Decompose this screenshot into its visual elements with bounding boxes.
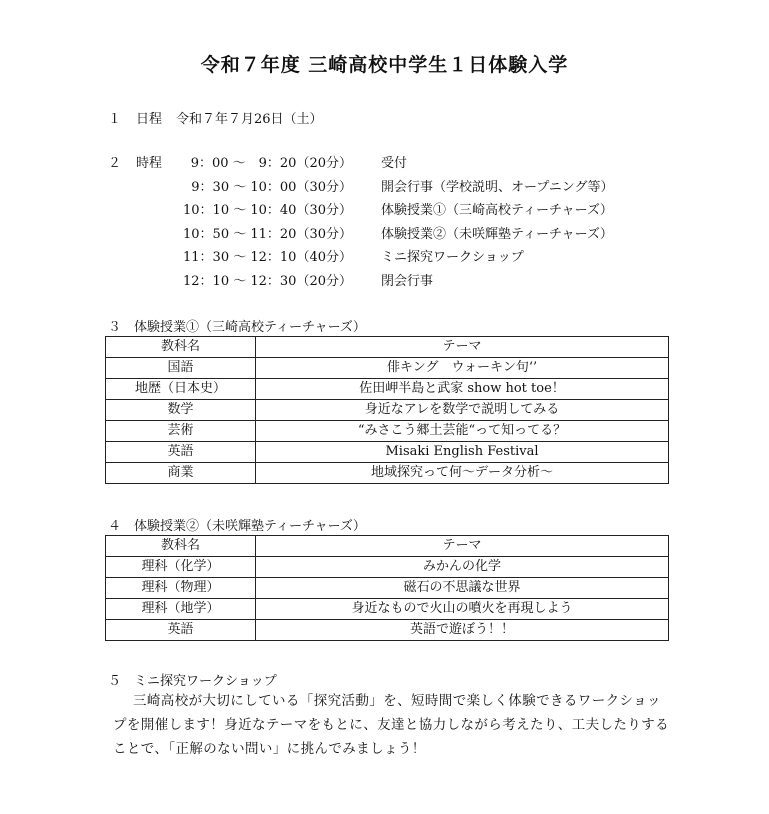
subject-cell: 商業 (106, 463, 256, 484)
table-row (106, 463, 669, 484)
class1-heading: ３ 体験授業①（三崎高校ティーチャーズ） (108, 320, 366, 335)
schedule-time: 10：10 〜 10：40（30分） (183, 203, 352, 218)
theme-cell: 英語で遊ぼう！！ (256, 620, 669, 641)
section-number: ２ (108, 156, 122, 171)
table-row (106, 379, 669, 400)
theme-cell: 磁石の不思議な世界 (256, 578, 669, 599)
schedule-time: 9：00 〜 9：20（20分） (190, 156, 352, 171)
schedule-time: 10：50 〜 11：20（30分） (183, 226, 352, 242)
subject-cell: 芸術 (106, 421, 256, 442)
table-row (106, 557, 669, 578)
class2-table (105, 535, 669, 641)
schedule-event: 受付 (381, 156, 408, 171)
schedule-event: 体験授業①（三崎高校ティーチャーズ） (381, 203, 613, 218)
table-row (106, 358, 669, 379)
table-row (106, 400, 669, 421)
schedule-time: 11：30 〜 12：10（40分） (183, 250, 352, 265)
schedule-event: 体験授業②（未咲輝塾ティーチャーズ） (381, 226, 613, 242)
subject-cell: 英語 (106, 442, 256, 463)
schedule-time-column (180, 152, 352, 293)
theme-cell: Misaki English Festival (256, 442, 669, 463)
header-theme: テーマ (256, 337, 669, 358)
workshop-body-text: 三崎高校が大切にしている「探究活動」を、短時間で楽しく体験できるワークショップを開催します！身近なテーマをもとに、友達と協力しながら考えたり、工夫したりすることで、「正解のない問い」に挑んでみましょう！ (113, 693, 669, 757)
schedule-event: ミニ探究ワークショップ (381, 250, 524, 265)
subject-cell: 地歴（日本史） (106, 379, 256, 400)
table-row (106, 599, 669, 620)
theme-cell: 身近なもので火山の噴火を再現しよう (256, 599, 669, 620)
header-subject: 教科名 (106, 536, 256, 557)
header-subject: 教科名 (106, 337, 256, 358)
header-theme: テーマ (256, 536, 669, 557)
schedule-time: 12：10 〜 12：30（20分） (183, 273, 352, 289)
schedule-section-heading (108, 152, 162, 171)
subject-cell: 数学 (106, 400, 256, 421)
theme-cell: “みさこう郷土芸能“って知ってる？ (256, 421, 669, 442)
theme-cell: 地域探究って何〜データ分析〜 (256, 463, 669, 484)
theme-cell: 俳キング ウォーキン句‘’ (256, 358, 669, 379)
subject-cell: 理科（地学） (106, 599, 256, 620)
schedule-event: 開会行事（学校説明、オープニング等） (381, 179, 614, 195)
table-row (106, 620, 669, 641)
theme-cell: 身近なアレを数学で説明してみる (256, 400, 669, 421)
page-title: 令和７年度 三崎高校中学生１日体験入学 (200, 54, 569, 76)
workshop-heading: ５ ミニ探究ワークショップ (108, 674, 277, 689)
subject-cell: 理科（化学） (106, 557, 256, 578)
class2-heading: ４ 体験授業②（未咲輝塾ティーチャーズ） (108, 519, 366, 534)
date-label: 日程 (136, 112, 163, 127)
schedule-label: 時程 (136, 156, 163, 171)
theme-cell: 佐田岬半島と武家 show hot toe！ (256, 379, 669, 400)
table-row (106, 421, 669, 442)
subject-cell: 英語 (106, 620, 256, 641)
table-header-row (106, 536, 669, 557)
schedule-event-column (381, 152, 613, 293)
table-header-row (106, 337, 669, 358)
theme-cell: みかんの化学 (256, 557, 669, 578)
table-row (106, 442, 669, 463)
class1-table (105, 336, 669, 484)
workshop-body (113, 689, 673, 761)
subject-cell: 理科（物理） (106, 578, 256, 599)
date-value: 令和７年７月26日（土） (176, 112, 323, 127)
schedule-event: 閉会行事 (381, 273, 434, 289)
table-row (106, 578, 669, 599)
schedule-time: 9：30 〜 10：00（30分） (191, 179, 352, 195)
date-section (108, 108, 323, 127)
subject-cell: 国語 (106, 358, 256, 379)
section-number: １ (108, 112, 122, 127)
